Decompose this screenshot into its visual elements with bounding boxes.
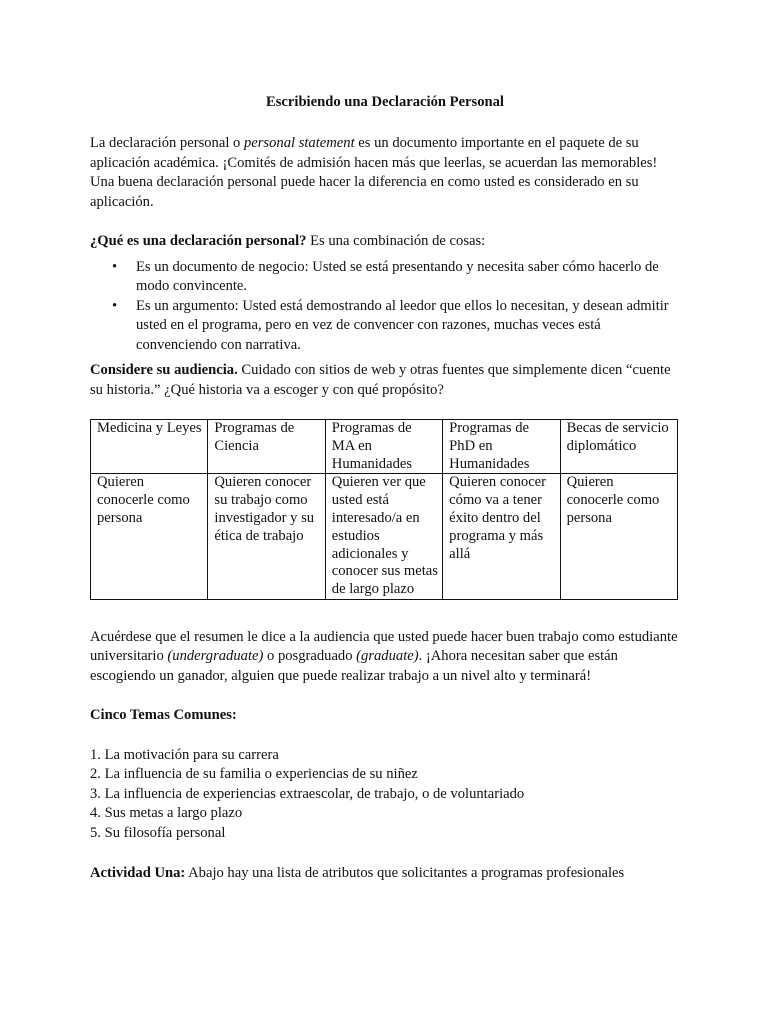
table-row xyxy=(91,474,678,600)
remember-text-2: o posgraduado xyxy=(263,648,357,665)
list-item-text: Es un argumento: Usted está demostrando al leedor que ellos lo necesitan, y desean admitir usted en el programa, pero en vez de convencer con razones, muchas veces está convenciendo con narrativa. xyxy=(136,297,669,353)
intro-paragraph xyxy=(90,134,680,212)
document-title: Escribiendo una Declaración Personal xyxy=(266,94,504,110)
activity-text: Abajo hay una lista de atributos que solicitantes a programas profesionales xyxy=(185,865,625,882)
audience-heading: Considere su audiencia. xyxy=(90,362,238,378)
what-is-text: Es una combinación de cosas: xyxy=(306,233,486,249)
table-header-row xyxy=(91,420,678,474)
bullet-icon: • xyxy=(112,258,118,275)
audience-text: Cuidado con sitios de web y otras fuentes que simplemente dicen “cuente su historia.” ¿Qué historia va a escoger y con qué propósito? xyxy=(90,362,671,398)
bullet-icon: • xyxy=(112,297,118,314)
audience-table xyxy=(90,419,678,600)
list-item xyxy=(90,297,680,356)
table-cell: Quieren conocerle como persona xyxy=(91,474,208,600)
table-header-cell: Programas de MA en Humanidades xyxy=(325,420,442,474)
theme-item: 1. La motivación para su carrera xyxy=(90,746,279,763)
themes-list xyxy=(90,746,680,844)
remember-paragraph xyxy=(90,628,680,687)
audience-paragraph xyxy=(90,361,680,400)
theme-item: 4. Sus metas a largo plazo xyxy=(90,805,243,822)
table-header-cell: Medicina y Leyes xyxy=(91,420,208,474)
activity-heading: Actividad Una: xyxy=(90,865,186,882)
remember-text-1: Acuérdese que el resumen le dice a la audiencia que usted puede hacer buen trabajo como estudiante universitario xyxy=(90,628,678,665)
theme-item: 3. La influencia de experiencias extraescolar, de trabajo, o de voluntariado xyxy=(90,785,525,802)
table-header-cell: Programas de PhD en Humanidades xyxy=(443,420,560,474)
what-is-heading: ¿Qué es una declaración personal? xyxy=(90,233,307,249)
table-header-cell: Becas de servicio diplomático xyxy=(560,420,677,474)
table-cell: Quieren conocer cómo va a tener éxito dentro del programa y más allá xyxy=(443,474,560,600)
theme-item: 2. La influencia de su familia o experiencias de su niñez xyxy=(90,766,418,783)
what-is-paragraph xyxy=(90,232,680,252)
table-cell: Quieren conocer su trabajo como investigador y su ética de trabajo xyxy=(208,474,325,600)
intro-italic-term: personal statement xyxy=(243,135,355,151)
document-body xyxy=(90,92,680,884)
theme-item: 5. Su filosofía personal xyxy=(90,824,226,841)
activity-paragraph xyxy=(90,864,680,884)
definition-list xyxy=(90,258,680,356)
table-header-cell: Programas de Ciencia xyxy=(208,420,325,474)
remember-italic-undergraduate: (undergraduate) xyxy=(167,648,264,665)
table-cell: Quieren ver que usted está interesado/a en estudios adicionales y conocer sus metas de largo plazo xyxy=(325,474,442,600)
remember-italic-graduate: (graduate) xyxy=(356,648,419,665)
themes-heading xyxy=(90,706,680,726)
themes-heading-text: Cinco Temas Comunes: xyxy=(90,707,237,724)
table-cell: Quieren conocerle como persona xyxy=(560,474,677,600)
intro-text-start: La declaración personal o xyxy=(90,135,244,151)
list-item-text: Es un documento de negocio: Usted se está presentando y necesita saber cómo hacerlo de modo convincente. xyxy=(136,258,659,294)
intro-text-end: es un documento importante en el paquete de su aplicación académica. ¡Comités de admisión hacen más que leerlas, se acuerdan las memorables! Una buena declaración personal puede hacer la diferencia en como usted es considerado en su aplicación. xyxy=(90,135,658,210)
list-item xyxy=(90,258,680,297)
remember-text-3: . ¡Ahora necesitan saber que están escogiendo un ganador, alguien que puede realizar trabajo a un nivel alto y terminará! xyxy=(90,648,618,684)
